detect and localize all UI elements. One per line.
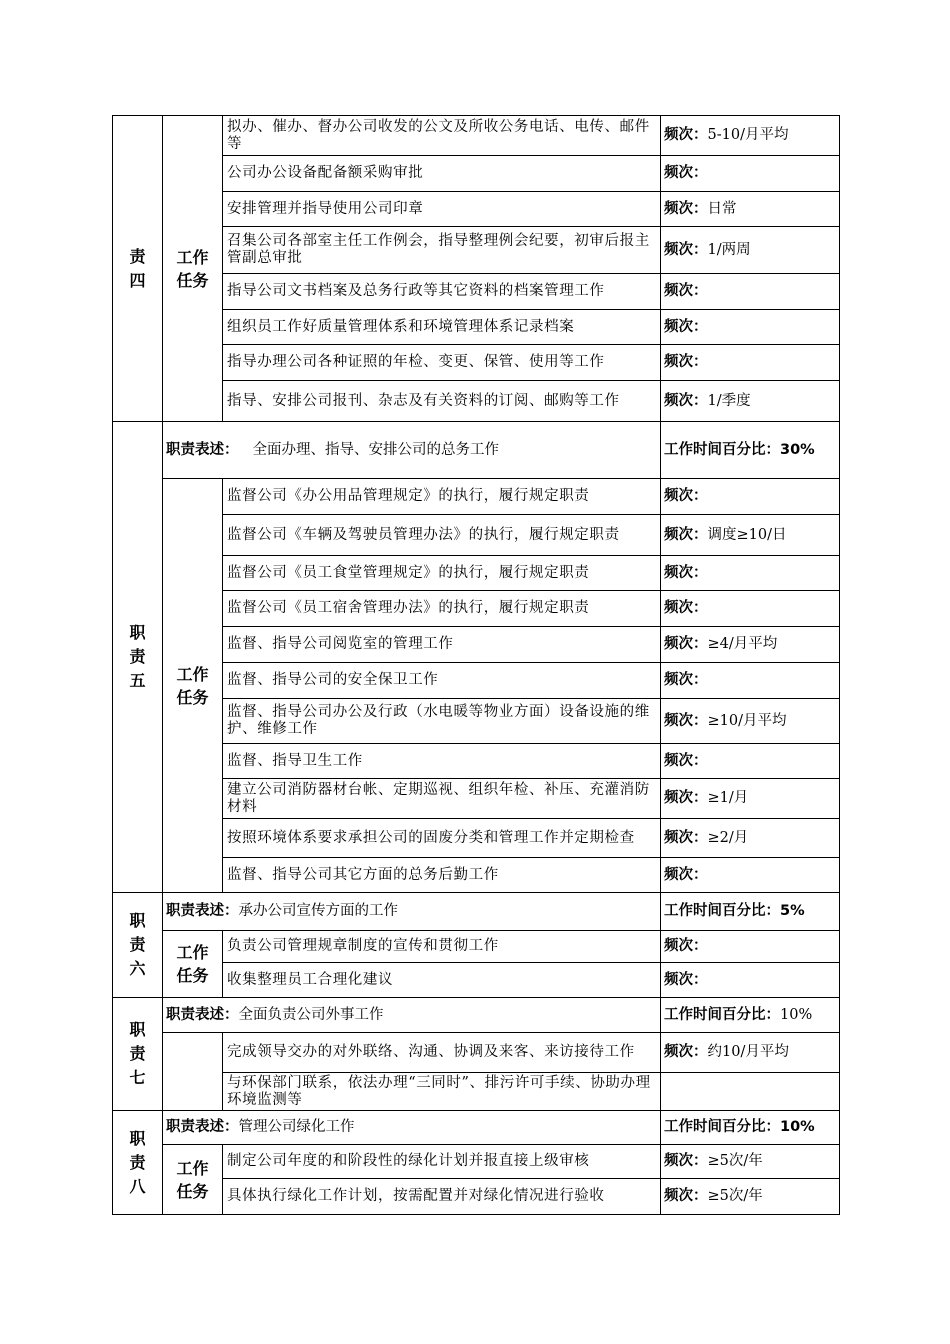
time-percentage: 工作时间百分比：10% — [661, 1111, 840, 1145]
task-frequency: 频次： — [661, 345, 840, 381]
duty-table-page — [112, 115, 839, 1218]
task-frequency: 频次：日常 — [661, 192, 840, 227]
task-label: 工作 任务 — [163, 116, 223, 422]
task-frequency: 频次：≥5次/年 — [661, 1145, 840, 1179]
table-row — [113, 116, 840, 156]
task-frequency: 频次：≥5次/年 — [661, 1179, 840, 1215]
table-row — [113, 744, 840, 779]
task-label — [163, 1033, 223, 1111]
table-row — [113, 893, 840, 931]
table-row — [113, 192, 840, 227]
table-row — [113, 779, 840, 819]
task-label: 工作 任务 — [163, 931, 223, 998]
task-text: 完成领导交办的对外联络、沟通、协调及来客、来访接待工作 — [223, 1033, 661, 1073]
task-text: 具体执行绿化工作计划，按需配置并对绿化情况进行验收 — [223, 1179, 661, 1215]
duty-summary: 职责表述：全面负责公司外事工作 — [163, 998, 661, 1033]
section-heading: 责 四 — [113, 116, 163, 422]
table-row — [113, 310, 840, 345]
task-text: 指导办理公司各种证照的年检、变更、保管、使用等工作 — [223, 345, 661, 381]
task-text: 建立公司消防器材台帐、定期巡视、组织年检、补压、充灌消防材料 — [223, 779, 661, 819]
task-frequency: 频次：5-10/月平均 — [661, 116, 840, 156]
time-percentage: 工作时间百分比：10% — [661, 998, 840, 1033]
task-frequency: 频次： — [661, 591, 840, 627]
task-frequency: 频次： — [661, 663, 840, 699]
task-text: 监督公司《车辆及驾驶员管理办法》的执行，履行规定职责 — [223, 515, 661, 556]
table-row — [113, 931, 840, 963]
task-frequency: 频次： — [661, 963, 840, 998]
task-text: 收集整理员工合理化建议 — [223, 963, 661, 998]
task-frequency: 频次： — [661, 479, 840, 515]
table-row — [113, 627, 840, 663]
task-text: 指导、安排公司报刊、杂志及有关资料的订阅、邮购等工作 — [223, 381, 661, 422]
task-frequency — [661, 1073, 840, 1111]
task-label: 工作 任务 — [163, 479, 223, 893]
task-text: 监督公司《员工食堂管理规定》的执行，履行规定职责 — [223, 556, 661, 591]
task-label: 工作 任务 — [163, 1145, 223, 1215]
task-text: 制定公司年度的和阶段性的绿化计划并报直接上级审核 — [223, 1145, 661, 1179]
task-text: 负责公司管理规章制度的宣传和贯彻工作 — [223, 931, 661, 963]
task-frequency: 频次：≥1/月 — [661, 779, 840, 819]
task-text: 监督、指导公司的安全保卫工作 — [223, 663, 661, 699]
section-heading: 职 责 五 — [113, 422, 163, 893]
task-frequency: 频次：1/两周 — [661, 227, 840, 274]
table-row — [113, 227, 840, 274]
table-row — [113, 963, 840, 998]
task-frequency: 频次：约10/月平均 — [661, 1033, 840, 1073]
table-row — [113, 345, 840, 381]
table-row — [113, 998, 840, 1033]
task-text: 监督、指导公司其它方面的总务后勤工作 — [223, 858, 661, 893]
task-frequency: 频次：≥2/月 — [661, 819, 840, 858]
table-row — [113, 156, 840, 192]
duty-summary: 职责表述： 全面办理、指导、安排公司的总务工作 — [163, 422, 661, 479]
duty-summary: 职责表述：承办公司宣传方面的工作 — [163, 893, 661, 931]
task-frequency: 频次：1/季度 — [661, 381, 840, 422]
task-text: 监督、指导卫生工作 — [223, 744, 661, 779]
duty-summary: 职责表述：管理公司绿化工作 — [163, 1111, 661, 1145]
task-frequency: 频次： — [661, 556, 840, 591]
table-row — [113, 479, 840, 515]
task-text: 组织员工作好质量管理体系和环境管理体系记录档案 — [223, 310, 661, 345]
table-row — [113, 274, 840, 310]
task-frequency: 频次： — [661, 274, 840, 310]
table-row — [113, 699, 840, 744]
table-row — [113, 1033, 840, 1073]
table-row — [113, 1179, 840, 1215]
task-text: 公司办公设备配备额采购审批 — [223, 156, 661, 192]
section-heading: 职 责 六 — [113, 893, 163, 998]
task-text: 指导公司文书档案及总务行政等其它资料的档案管理工作 — [223, 274, 661, 310]
table-row — [113, 1111, 840, 1145]
table-row — [113, 515, 840, 556]
time-percentage: 工作时间百分比：30% — [661, 422, 840, 479]
task-frequency: 频次： — [661, 744, 840, 779]
task-frequency: 频次：≥4/月平均 — [661, 627, 840, 663]
task-text: 安排管理并指导使用公司印章 — [223, 192, 661, 227]
task-text: 监督、指导公司办公及行政（水电暖等物业方面）设备设施的维护、维修工作 — [223, 699, 661, 744]
task-text: 与环保部门联系，依法办理“三同时”、排污许可手续、协助办理环境监测等 — [223, 1073, 661, 1111]
table-row — [113, 591, 840, 627]
task-text: 监督公司《员工宿舍管理办法》的执行，履行规定职责 — [223, 591, 661, 627]
table-row — [113, 819, 840, 858]
task-text: 监督、指导公司阅览室的管理工作 — [223, 627, 661, 663]
table-row — [113, 422, 840, 479]
task-text: 监督公司《办公用品管理规定》的执行，履行规定职责 — [223, 479, 661, 515]
table-row — [113, 858, 840, 893]
task-frequency: 频次： — [661, 858, 840, 893]
time-percentage: 工作时间百分比：5% — [661, 893, 840, 931]
task-frequency: 频次：≥10/月平均 — [661, 699, 840, 744]
task-text: 按照环境体系要求承担公司的固废分类和管理工作并定期检查 — [223, 819, 661, 858]
table-row — [113, 1073, 840, 1111]
section-heading: 职 责 八 — [113, 1111, 163, 1215]
section-heading: 职 责 七 — [113, 998, 163, 1111]
table-row — [113, 1145, 840, 1179]
table-row — [113, 663, 840, 699]
task-frequency: 频次：调度≥10/日 — [661, 515, 840, 556]
task-frequency: 频次： — [661, 931, 840, 963]
task-frequency: 频次： — [661, 310, 840, 345]
task-text: 召集公司各部室主任工作例会，指导整理例会纪要，初审后报主管副总审批 — [223, 227, 661, 274]
task-frequency: 频次： — [661, 156, 840, 192]
table-row — [113, 381, 840, 422]
duty-table — [112, 115, 840, 1215]
table-row — [113, 556, 840, 591]
task-text: 拟办、催办、督办公司收发的公文及所收公务电话、电传、邮件等 — [223, 116, 661, 156]
